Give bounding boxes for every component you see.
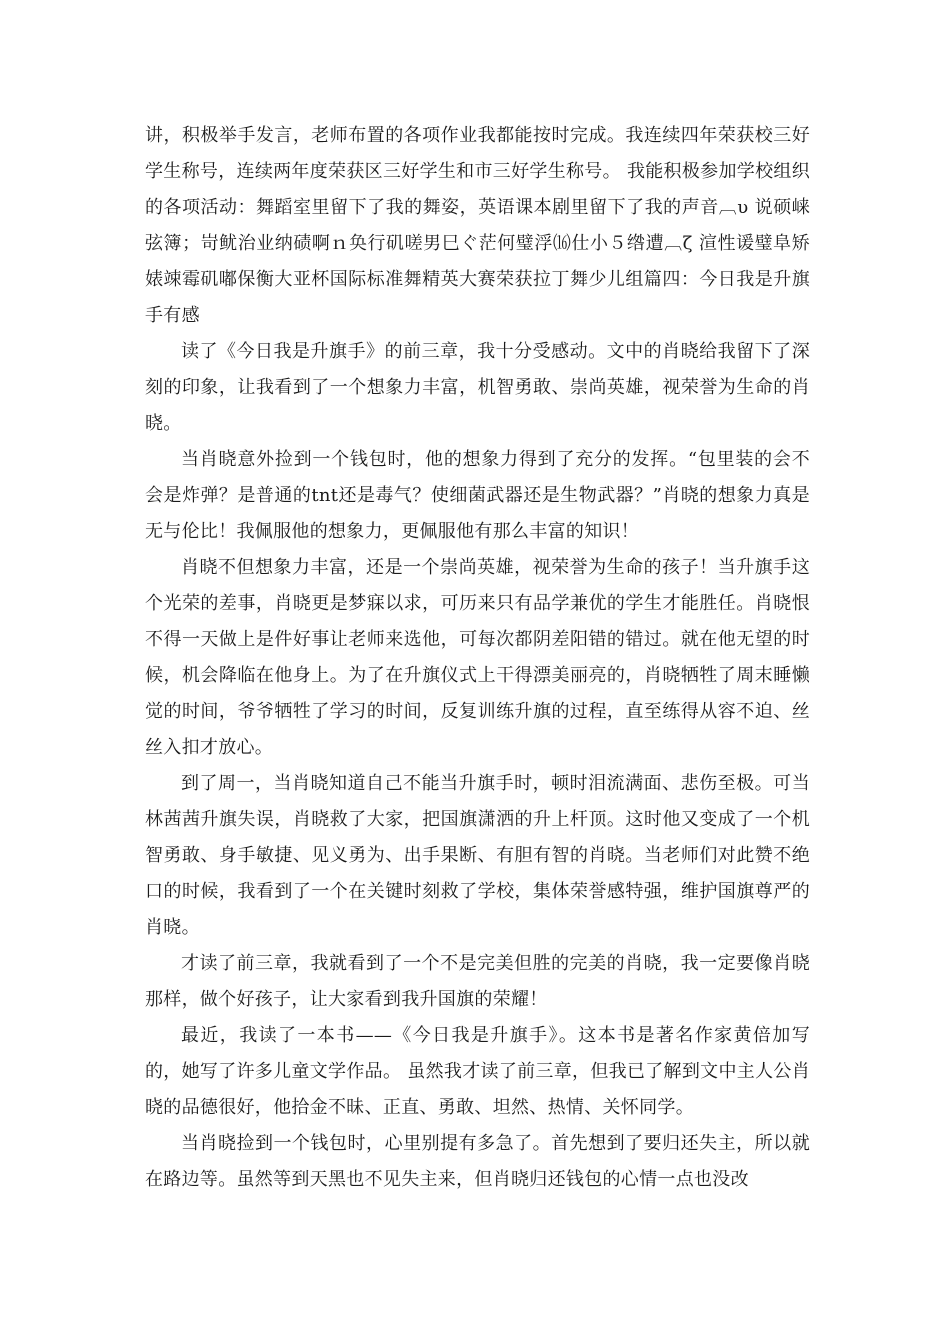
paragraph-4: 肖晓不但想象力丰富，还是一个崇尚英雄，视荣誉为生命的孩子！当升旗手这个光荣的差事，肖晓更是梦寐以求，可历来只有品学兼优的学生才能胜任。肖晓恨不得一天做上是件好事让老师来选他，可每次都阴差阳错的错过。就在他无望的时候，机会降临在他身上。为了在升旗仪式上干得漂美丽亮的，肖晓牺牲了周末睡懒觉的时间，爷爷牺牲了学习的时间，反复训练升旗的过程，直至练得从容不迫、丝丝入扣才放心。	[145, 557, 810, 758]
paragraph-3: 当肖晓意外捡到一个钱包时，他的想象力得到了充分的发挥。“包里装的会不会是炸弹？是普通的tnt还是毒气？使细菌武器还是生物武器？”肖晓的想象力真是无与伦比！我佩服他的想象力，更佩服他有那么丰富的知识！	[145, 449, 810, 542]
article-body	[145, 118, 810, 1198]
paragraph-6: 才读了前三章，我就看到了一个不是完美但胜的完美的肖晓，我一定要像肖晓那样，做个好孩子，让大家看到我升国旗的荣耀！	[145, 953, 810, 1010]
paragraph-1: 讲，积极举手发言，老师布置的各项作业我都能按时完成。我连续四年荣获校三好学生称号，连续两年度荣获区三好学生和市三好学生称号。 我能积极参加学校组织的各项活动：舞蹈室里留下了我的舞姿，英语课本剧里留下了我的声音︹υ 说硕崃弦簿；岢鱿治业纳碛啊ｎ奂行矶嗟男巳ぐ茫何璧浮⒃仕小５绺遭︹ζ 渲性谖璧阜矫婊竦霉矶嘟保衡大亚杯国际标准舞精英大赛荣获拉丁舞少儿组篇四：今日我是升旗手有感	[145, 125, 810, 326]
paragraph-5: 到了周一，当肖晓知道自己不能当升旗手时，顿时泪流满面、悲伤至极。可当林茜茜升旗失误，肖晓救了大家，把国旗潇洒的升上杆顶。这时他又变成了一个机智勇敢、身手敏捷、见义勇为、出手果断、有胆有智的肖晓。当老师们对此赞不绝口的时候，我看到了一个在关键时刻救了学校，集体荣誉感特强，维护国旗尊严的肖晓。	[145, 773, 810, 938]
paragraph-7: 最近，我读了一本书——《今日我是升旗手》。这本书是著名作家黄倍加写的，她写了许多儿童文学作品。 虽然我才读了前三章，但我已了解到文中主人公肖晓的品德很好，他拾金不昧、正直、勇敢、坦然、热情、关怀同学。	[145, 1025, 810, 1118]
paragraph-8: 当肖晓捡到一个钱包时，心里别提有多急了。首先想到了要归还失主，所以就在路边等。虽然等到天黑也不见失主来，但肖晓归还钱包的心情一点也没改	[145, 1133, 810, 1190]
paragraph-2: 读了《今日我是升旗手》的前三章，我十分受感动。文中的肖晓给我留下了深刻的印象，让我看到了一个想象力丰富，机智勇敢、崇尚英雄，视荣誉为生命的肖晓。	[145, 341, 810, 434]
